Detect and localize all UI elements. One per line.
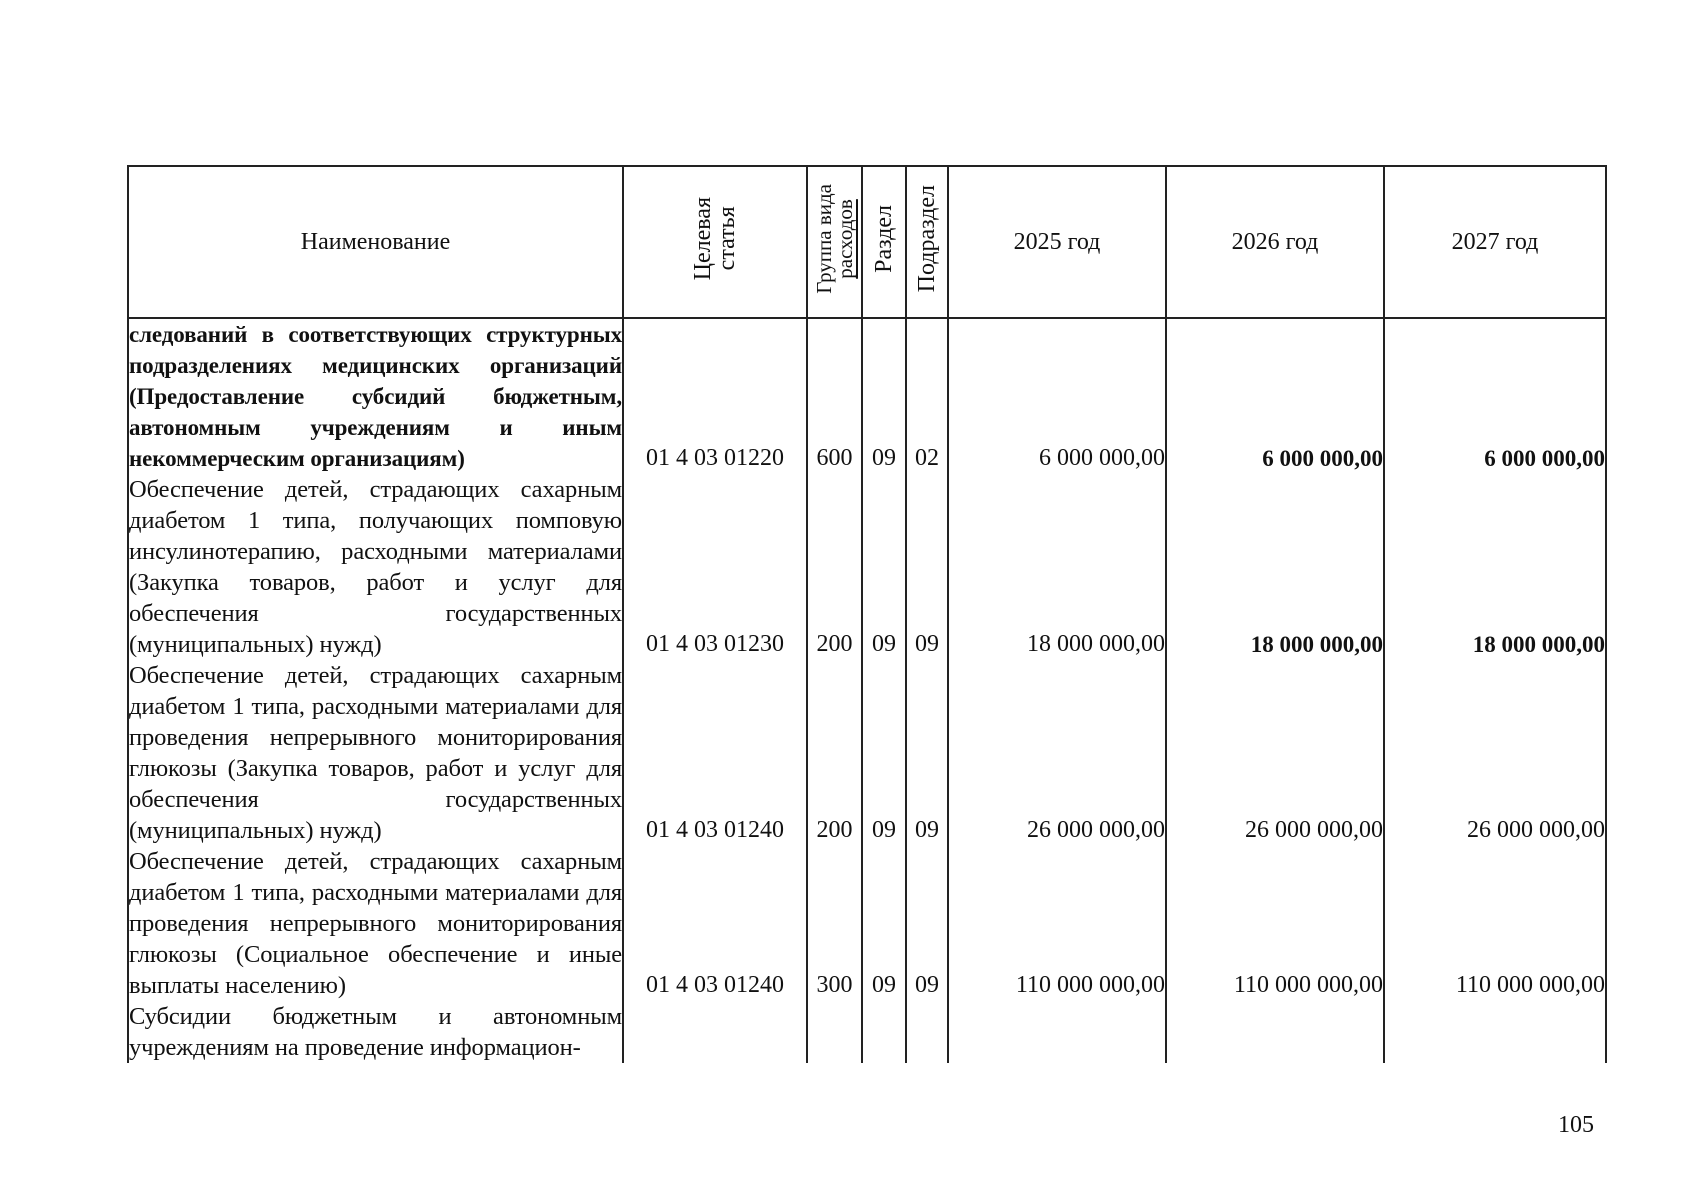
row-amount-2026: 110 000 000,00 (1166, 846, 1384, 1001)
row-section: 09 (862, 846, 906, 1001)
header-target-article: Целевая статья (623, 166, 807, 318)
row-name: следований в соответствующих структурных подразделениях медицинских организаций (Предоставление субсидий бюджетным, автономным учреждениям и иным некоммерческим организациям) (128, 318, 623, 474)
row-subsection: 09 (906, 474, 948, 660)
row-target-article: 01 4 03 01240 (623, 846, 807, 1001)
header-subsection: Подраздел (906, 166, 948, 318)
row-amount-2027: 18 000 000,00 (1384, 474, 1606, 660)
header-expense-group: Группа вида расходов (807, 166, 862, 318)
row-name: Обеспечение детей, страдающих сахарным диабетом 1 типа, получающих помповую инсулинотерапию, расходными материалами (Закупка товаров, работ и услуг для обеспечения государственных (муниципальных) нужд) (129, 476, 622, 658)
row-target-article: 01 4 03 01240 (623, 660, 807, 846)
row-amount-2027: 6 000 000,00 (1384, 318, 1606, 474)
row-expense-group: 200 (807, 660, 862, 846)
budget-table (127, 165, 1607, 1063)
row-amount-2025: 18 000 000,00 (948, 474, 1166, 660)
row-expense-group: 200 (807, 474, 862, 660)
row-subsection (906, 1001, 948, 1063)
table-row (128, 474, 1606, 660)
table-header-row (128, 166, 1606, 318)
row-amount-2025 (948, 1001, 1166, 1063)
row-subsection: 09 (906, 846, 948, 1001)
row-section: 09 (862, 318, 906, 474)
table-row (128, 846, 1606, 1001)
row-name: Обеспечение детей, страдающих сахарным диабетом 1 типа, расходными материалами для проведения непрерывного мониторирования глюкозы (Социальное обеспечение и иные выплаты населению) (129, 848, 622, 999)
row-section: 09 (862, 660, 906, 846)
row-subsection: 02 (906, 318, 948, 474)
row-expense-group: 300 (807, 846, 862, 1001)
row-amount-2025: 26 000 000,00 (948, 660, 1166, 846)
header-2025: 2025 год (948, 166, 1166, 318)
table-row (128, 318, 1606, 474)
row-target-article (623, 1001, 807, 1063)
header-section: Раздел (862, 166, 906, 318)
header-2027: 2027 год (1384, 166, 1606, 318)
row-amount-2026: 26 000 000,00 (1166, 660, 1384, 846)
row-target-article: 01 4 03 01230 (623, 474, 807, 660)
row-expense-group (807, 1001, 862, 1063)
row-subsection: 09 (906, 660, 948, 846)
header-2026: 2026 год (1166, 166, 1384, 318)
row-section: 09 (862, 474, 906, 660)
row-amount-2026: 18 000 000,00 (1166, 474, 1384, 660)
row-amount-2027: 110 000 000,00 (1384, 846, 1606, 1001)
table-row (128, 1001, 1606, 1063)
row-amount-2026 (1166, 1001, 1384, 1063)
page-number: 105 (1558, 1112, 1594, 1138)
row-target-article: 01 4 03 01220 (623, 318, 807, 474)
row-name: Обеспечение детей, страдающих сахарным диабетом 1 типа, расходными материалами для проведения непрерывного мониторирования глюкозы (Закупка товаров, работ и услуг для обеспечения государственных (муниципальных) нужд) (129, 662, 622, 844)
row-expense-group: 600 (807, 318, 862, 474)
row-amount-2026: 6 000 000,00 (1166, 318, 1384, 474)
row-amount-2025: 6 000 000,00 (948, 318, 1166, 474)
row-amount-2027: 26 000 000,00 (1384, 660, 1606, 846)
row-amount-2025: 110 000 000,00 (948, 846, 1166, 1001)
header-name: Наименование (128, 166, 623, 318)
table-row (128, 660, 1606, 846)
row-section (862, 1001, 906, 1063)
row-name: Субсидии бюджетным и автономным учреждениям на проведение информацион- (129, 1003, 622, 1061)
row-amount-2027 (1384, 1001, 1606, 1063)
